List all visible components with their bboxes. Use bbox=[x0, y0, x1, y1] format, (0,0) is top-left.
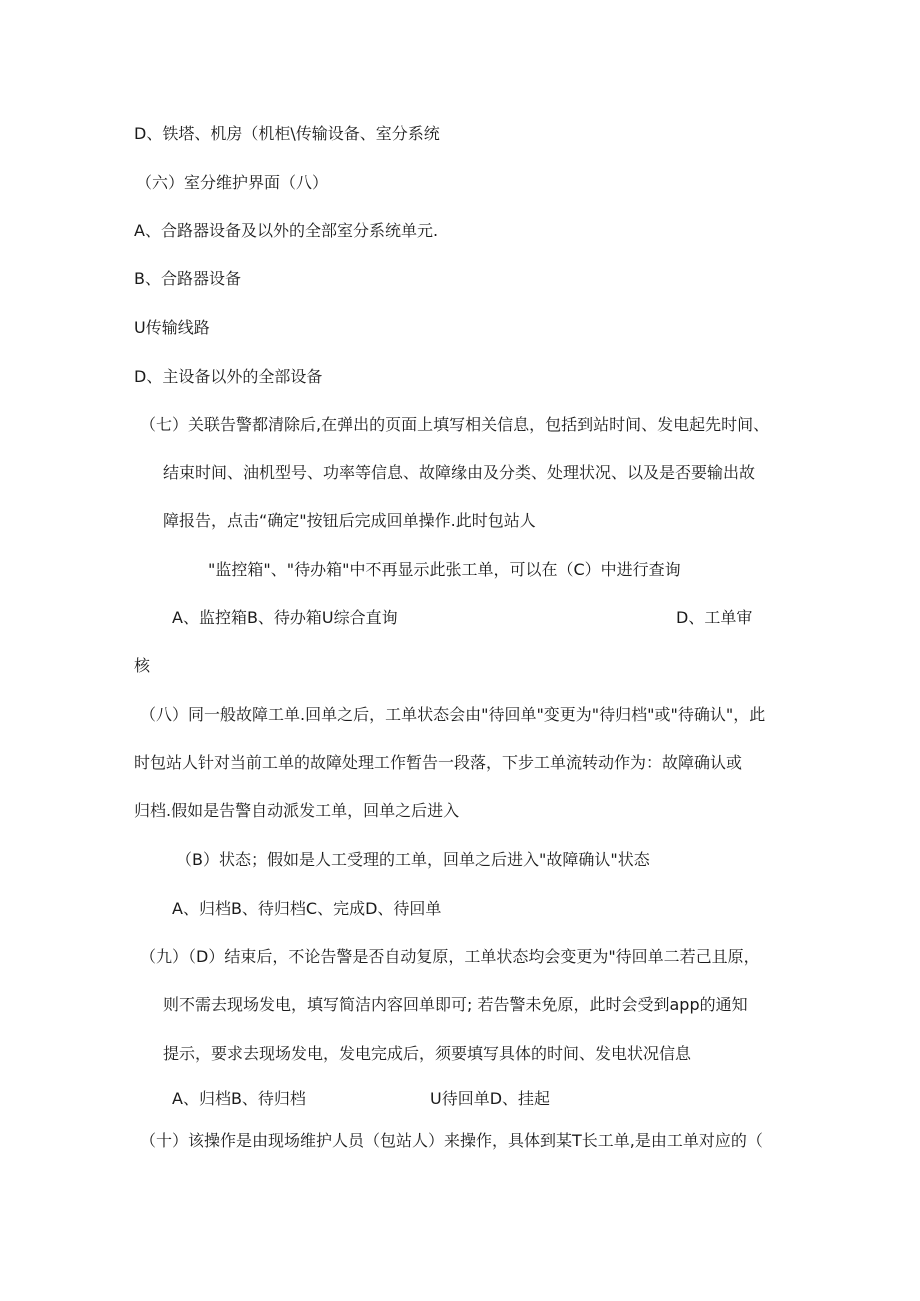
question-nine-line-3: 提示，要求去现场发电，发电完成后，须要填写具体的时间、发电状况信息 bbox=[163, 1044, 692, 1063]
option-line-a-combiner: A、合路器设备及以外的全部室分系统单元. bbox=[134, 221, 439, 240]
question-nine-options-ab: A、归档B、待归档 bbox=[172, 1089, 306, 1108]
question-nine-options-cd: U待回单D、挂起 bbox=[430, 1089, 551, 1108]
question-seven-line-4: "监控箱"、"待办箱"中不再显示此张工单，可以在（C）中进行查询 bbox=[208, 560, 681, 579]
question-seven-option-d: D、工单审 bbox=[676, 608, 753, 627]
question-eight-line-1: （八）同一般故障工单.回单之后，工单状态会由"待回单"变更为"待归档"或"待确认"，此 bbox=[140, 705, 766, 724]
question-eight-line-4: （B）状态；假如是人工受理的工单，回单之后进入"故障确认"状态 bbox=[176, 850, 650, 869]
question-seven-options: A、监控箱B、待办箱U综合直询 bbox=[172, 608, 398, 627]
option-line-c-transmission: U传输线路 bbox=[134, 318, 210, 337]
question-six-heading: （六）室分维护界面（八） bbox=[136, 173, 329, 192]
question-eight-line-2: 时包站人针对当前工单的故障处理工作暂告一段落，下步工单流转动作为：故障确认或 bbox=[134, 753, 743, 772]
option-line-d-main-equipment: D、主设备以外的全部设备 bbox=[134, 367, 323, 386]
question-seven-line-3: 障报告，点击“确定"按钮后完成回单操作.此时包站人 bbox=[163, 511, 536, 530]
question-seven-option-d-cont: 核 bbox=[134, 656, 151, 675]
question-nine-line-1: （九）（D）结束后，不论告警是否自动复原，工单状态均会变更为"待回单二若己且原， bbox=[140, 947, 760, 966]
question-eight-line-3: 归档.假如是告警自动派发工单，回单之后进入 bbox=[134, 801, 460, 820]
option-line-b-combiner: B、合路器设备 bbox=[134, 269, 241, 288]
question-seven-line-1: （七）关联告警都清除后,在弹出的页面上填写相关信息，包括到站时间、发电起先时间、 bbox=[140, 415, 770, 434]
question-seven-line-2: 结束时间、油机型号、功率等信息、故障缘由及分类、处理状况、以及是否要输出故 bbox=[163, 463, 756, 482]
question-eight-options: A、归档B、待归档C、完成D、待回单 bbox=[172, 899, 442, 918]
question-nine-line-2: 则不需去现场发电，填写简洁内容回单即可; 若告警未免原，此时会受到app的通知 bbox=[163, 995, 748, 1014]
question-ten-line-1: （十）该操作是由现场维护人员（包站人）来操作，具体到某T长工单,是由工单对应的（ bbox=[140, 1131, 763, 1150]
option-line-d-tower: D、铁塔、机房（机柜\传输设备、室分系统 bbox=[134, 124, 440, 143]
